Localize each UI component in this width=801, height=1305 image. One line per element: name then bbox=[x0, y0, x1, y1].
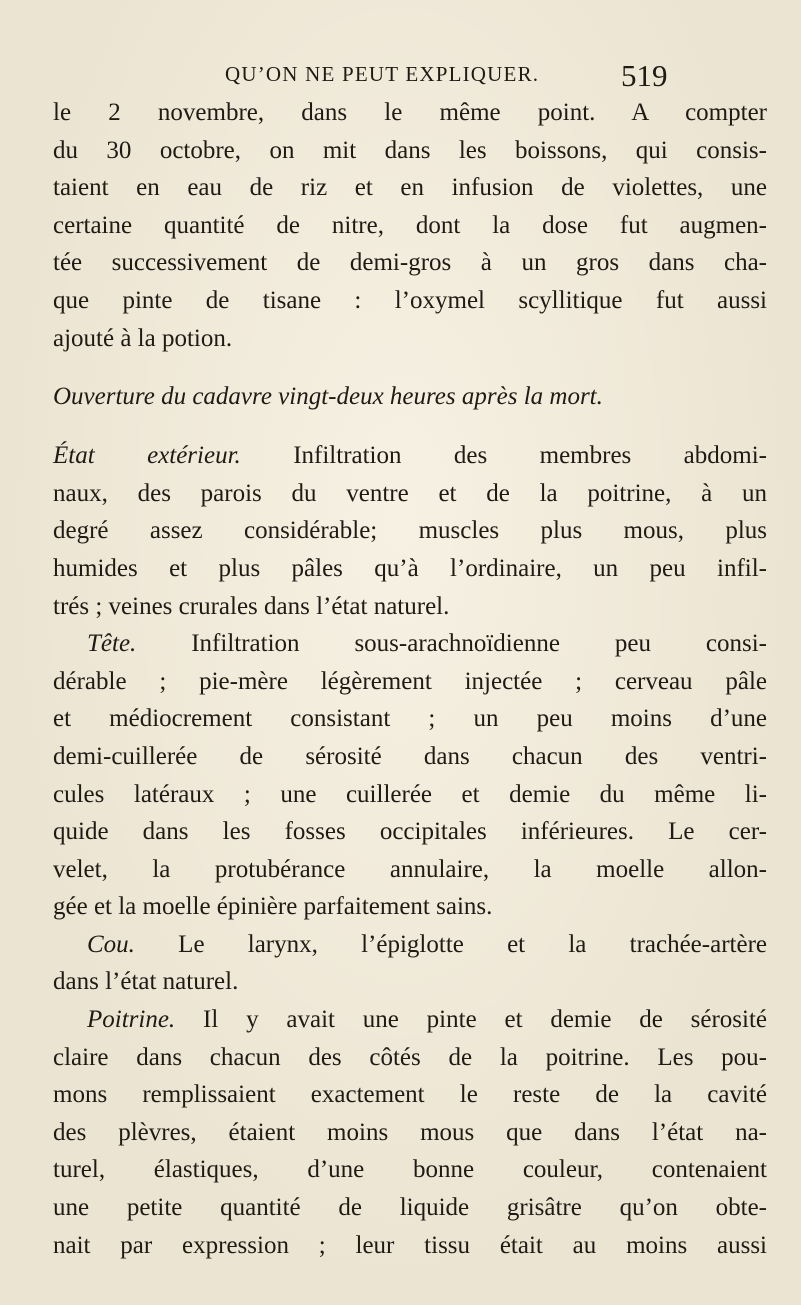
text-line: naux, des parois du ventre et de la poitrine, à un bbox=[53, 479, 767, 507]
text-line: humides et plus pâles qu’à l’ordinaire, un peu infil- bbox=[53, 554, 767, 582]
text-line: demi-cuillerée de sérosité dans chacun des ventri- bbox=[53, 742, 767, 770]
text-line: taient en eau de riz et en infusion de violettes, une bbox=[53, 174, 767, 202]
text-line: quide dans les fosses occipitales inférieures. Le cer- bbox=[53, 818, 767, 846]
text-line bbox=[53, 1001, 767, 1039]
text-run: Infiltration des membres abdomi- bbox=[240, 442, 767, 470]
paragraph-label: Tête. bbox=[87, 630, 137, 658]
text-line: le 2 novembre, dans le même point. A compter bbox=[53, 99, 767, 126]
paragraph-label: État extérieur. bbox=[53, 442, 241, 470]
text-line: cules latéraux ; une cuillerée et demie du même li- bbox=[53, 780, 767, 808]
text-line: turel, élastiques, d’une bonne couleur, contenaient bbox=[53, 1156, 767, 1184]
section-title: Ouverture du cadavre vingt-deux heures après la mort. bbox=[53, 383, 603, 411]
text-line: que pinte de tisane : l’oxymel scyllitique fut aussi bbox=[53, 286, 767, 314]
text-line bbox=[53, 625, 767, 663]
text-line: une petite quantité de liquide grisâtre qu’on obte- bbox=[53, 1194, 767, 1222]
text-line: gée et la moelle épinière parfaitement sains. bbox=[53, 893, 493, 921]
text-line: degré assez considérable; muscles plus mous, plus bbox=[53, 517, 767, 545]
text-line: et médiocrement consistant ; un peu moins d’une bbox=[53, 705, 767, 733]
paragraph-treatment bbox=[53, 94, 767, 357]
paragraph-label: Cou. bbox=[87, 930, 135, 958]
text-line: certaine quantité de nitre, dont la dose fut augmen- bbox=[53, 211, 767, 239]
page-number: 519 bbox=[621, 58, 668, 93]
text-line: du 30 octobre, on mit dans les boissons, qui consis- bbox=[53, 136, 767, 164]
text-line bbox=[53, 437, 767, 475]
text-line: des plèvres, étaient moins mous que dans l’état na- bbox=[53, 1118, 767, 1146]
text-line: velet, la protubérance annulaire, la moelle allon- bbox=[53, 855, 767, 883]
spacer bbox=[53, 418, 767, 437]
text-line: mons remplissaient exactement le reste de la cavité bbox=[53, 1081, 767, 1109]
paragraph-poitrine bbox=[53, 1001, 767, 1264]
text-line: trés ; veines crurales dans l’état naturel. bbox=[53, 592, 450, 620]
paragraph-tete bbox=[53, 625, 767, 926]
text-run: Infiltration sous-arachnoïdienne peu consi- bbox=[136, 630, 767, 658]
page-header bbox=[0, 58, 801, 98]
text-run: Le larynx, l’épiglotte et la trachée-artère bbox=[134, 930, 767, 958]
body-text bbox=[53, 94, 767, 1264]
text-line: tée successivement de demi-gros à un gros dans cha- bbox=[53, 249, 767, 277]
text-line bbox=[53, 926, 767, 964]
spacer bbox=[53, 357, 767, 376]
text-line: dérable ; pie-mère légèrement injectée ; cerveau pâle bbox=[53, 667, 767, 695]
text-line: ajouté à la potion. bbox=[53, 324, 233, 352]
text-line: dans l’état naturel. bbox=[53, 968, 239, 996]
text-run: Il y avait une pinte et demie de sérosité bbox=[175, 1006, 767, 1034]
paragraph-label: Poitrine. bbox=[87, 1006, 176, 1034]
text-line: nait par expression ; leur tissu était au moins aussi bbox=[53, 1231, 767, 1259]
running-head: QU’ON NE PEUT EXPLIQUER. bbox=[225, 62, 540, 86]
text-line: claire dans chacun des côtés de la poitrine. Les pou- bbox=[53, 1043, 767, 1071]
paragraph-etat-exterieur bbox=[53, 437, 767, 625]
paragraph-cou bbox=[53, 926, 767, 1001]
